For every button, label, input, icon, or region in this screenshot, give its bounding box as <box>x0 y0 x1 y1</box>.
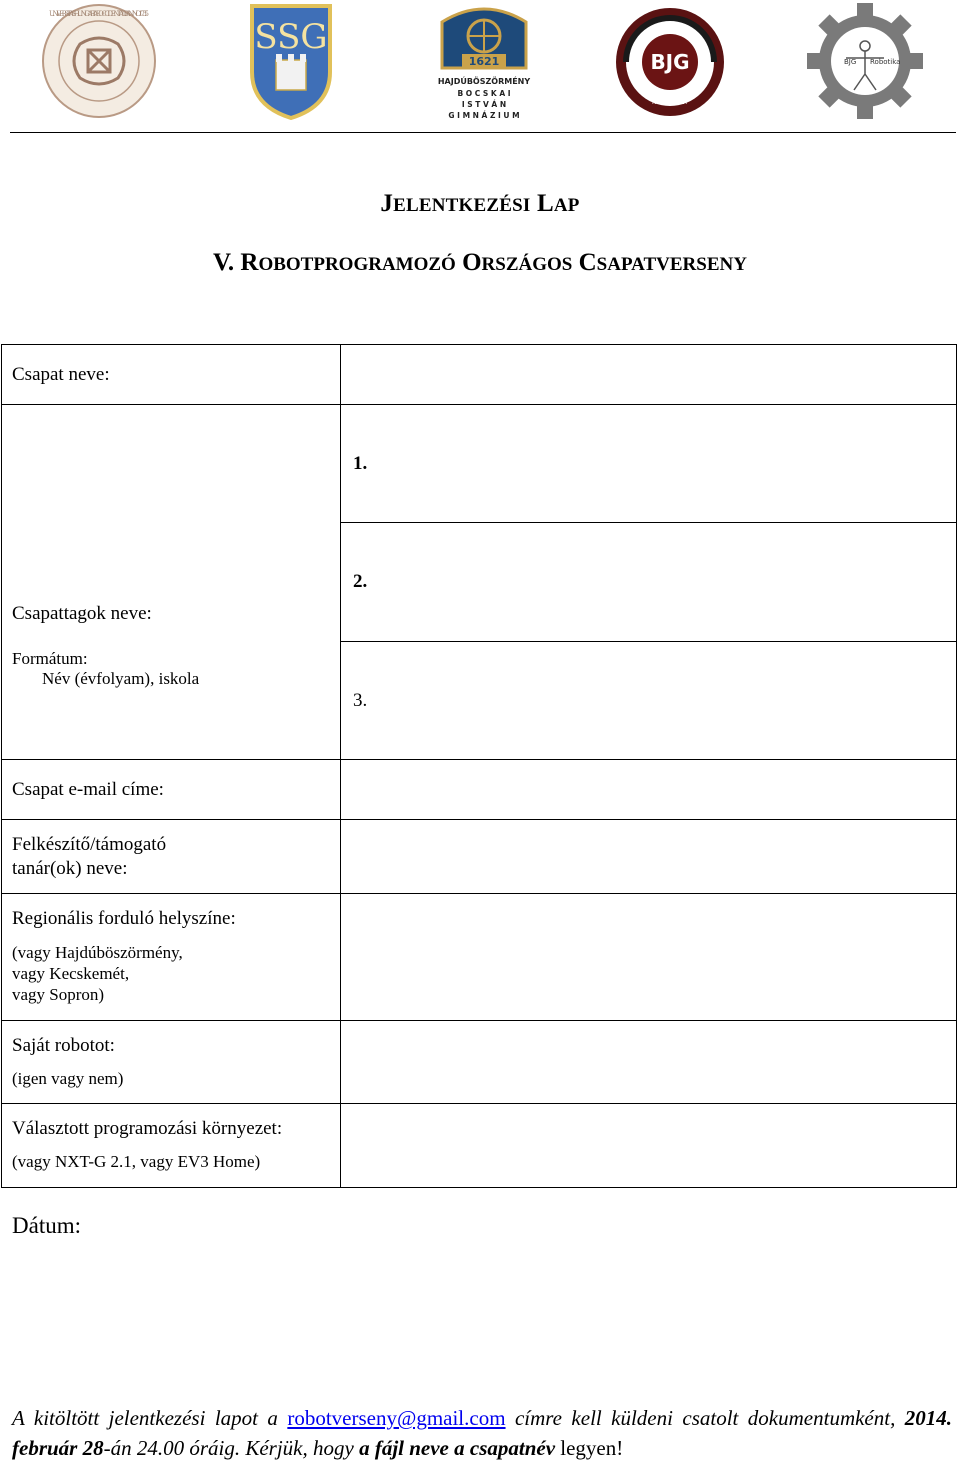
member-3-field[interactable] <box>341 642 957 760</box>
email-label: Csapat e-mail címe: <box>12 779 164 800</box>
seal-ring-text: UNIVERSITAS HUNGARIAE OCCIDENTALIS · ANNO 1735 <box>48 10 150 18</box>
team-name-field[interactable] <box>341 345 957 405</box>
contact-email-link[interactable]: robotverseny@gmail.com <box>287 1406 506 1430</box>
regional-row <box>2 894 957 1021</box>
team-name-row <box>2 345 957 405</box>
submission-instructions: A kitöltött jelentkezési lapot a robotverseny@gmail.com címre kell küldeni csatolt dokumentumként, 2014. február 28-án 24.00 óráig. Kérjük, hogy a fájl neve a csapatnév legyen! <box>12 1406 953 1460</box>
logo-line-4: G I M N Á Z I U M <box>448 111 520 120</box>
members-label-cell <box>2 405 341 760</box>
member-2-field[interactable] <box>341 523 957 642</box>
teacher-field[interactable] <box>341 820 957 894</box>
own-robot-row <box>2 1021 957 1104</box>
gear-left-text: BJG <box>844 58 857 66</box>
filename-rule: a fájl neve a csapatnév <box>359 1436 556 1460</box>
regional-label: Regionális forduló helyszíne: <box>12 908 236 929</box>
own-robot-options: (igen vagy nem) <box>12 1069 124 1088</box>
team-name-label-cell <box>2 345 341 405</box>
logo-line-1: HAJDÚBÖSZÖRMÉNY <box>437 77 531 86</box>
teacher-label: Felkészítő/támogató tanár(ok) neve: <box>12 834 167 879</box>
own-robot-label-cell <box>2 1021 341 1104</box>
teacher-label-cell <box>2 820 341 894</box>
founding-year: 1621 <box>468 55 500 68</box>
environment-label-cell <box>2 1104 341 1188</box>
member-3-number: 3. <box>353 690 368 711</box>
member-2-number: 2. <box>353 571 368 592</box>
own-robot-label: Saját robotot: <box>12 1035 115 1056</box>
bjg-logo <box>612 4 728 120</box>
environment-row <box>2 1104 957 1188</box>
header-logos <box>0 0 960 130</box>
deadline-date: 2014. február 28 <box>12 1406 953 1460</box>
member-1-row <box>2 405 957 523</box>
member-1-field[interactable] <box>341 405 957 523</box>
header-divider <box>10 132 956 133</box>
regional-field[interactable] <box>341 894 957 1021</box>
bjg-subtext: KECSKEMÉT <box>651 99 689 106</box>
logo-line-2: B O C S K A I <box>457 89 511 98</box>
email-row <box>2 760 957 820</box>
email-label-cell <box>2 760 341 820</box>
member-1-number: 1. <box>353 453 368 474</box>
members-format-label: Formátum: <box>12 649 88 668</box>
logo-line-3: I S T V Á N <box>461 100 507 109</box>
gear-right-text: Robotika <box>870 58 901 66</box>
members-label: Csapattagok neve: <box>12 603 152 624</box>
email-field[interactable] <box>341 760 957 820</box>
university-seal-logo <box>40 2 158 120</box>
ssg-letters: SSG <box>254 17 328 57</box>
members-format-value: Név (évfolyam), iskola <box>42 669 200 688</box>
registration-form-table <box>1 344 957 1188</box>
form-title: JELENTKEZÉSI LAP <box>380 190 580 217</box>
environment-options: (vagy NXT-G 2.1, vagy EV3 Home) <box>12 1152 261 1171</box>
environment-field[interactable] <box>341 1104 957 1188</box>
date-label: Dátum: <box>12 1213 81 1238</box>
ssg-crest-logo <box>248 2 334 120</box>
regional-label-cell <box>2 894 341 1021</box>
environment-label: Választott programozási környezet: <box>12 1118 283 1139</box>
hajduboszormeny-gymnasium-logo <box>432 2 536 124</box>
competition-title: V. ROBOTPROGRAMOZÓ ORSZÁGOS CSAPATVERSENY <box>213 249 747 276</box>
regional-options: (vagy Hajdúböszörmény, vagy Kecskemét, vagy Sopron) <box>12 943 183 1004</box>
teacher-row <box>2 820 957 894</box>
team-name-label: Csapat neve: <box>12 364 110 385</box>
bjg-robotika-gear-logo <box>806 2 924 120</box>
bjg-letters: BJG <box>650 50 690 74</box>
own-robot-field[interactable] <box>341 1021 957 1104</box>
